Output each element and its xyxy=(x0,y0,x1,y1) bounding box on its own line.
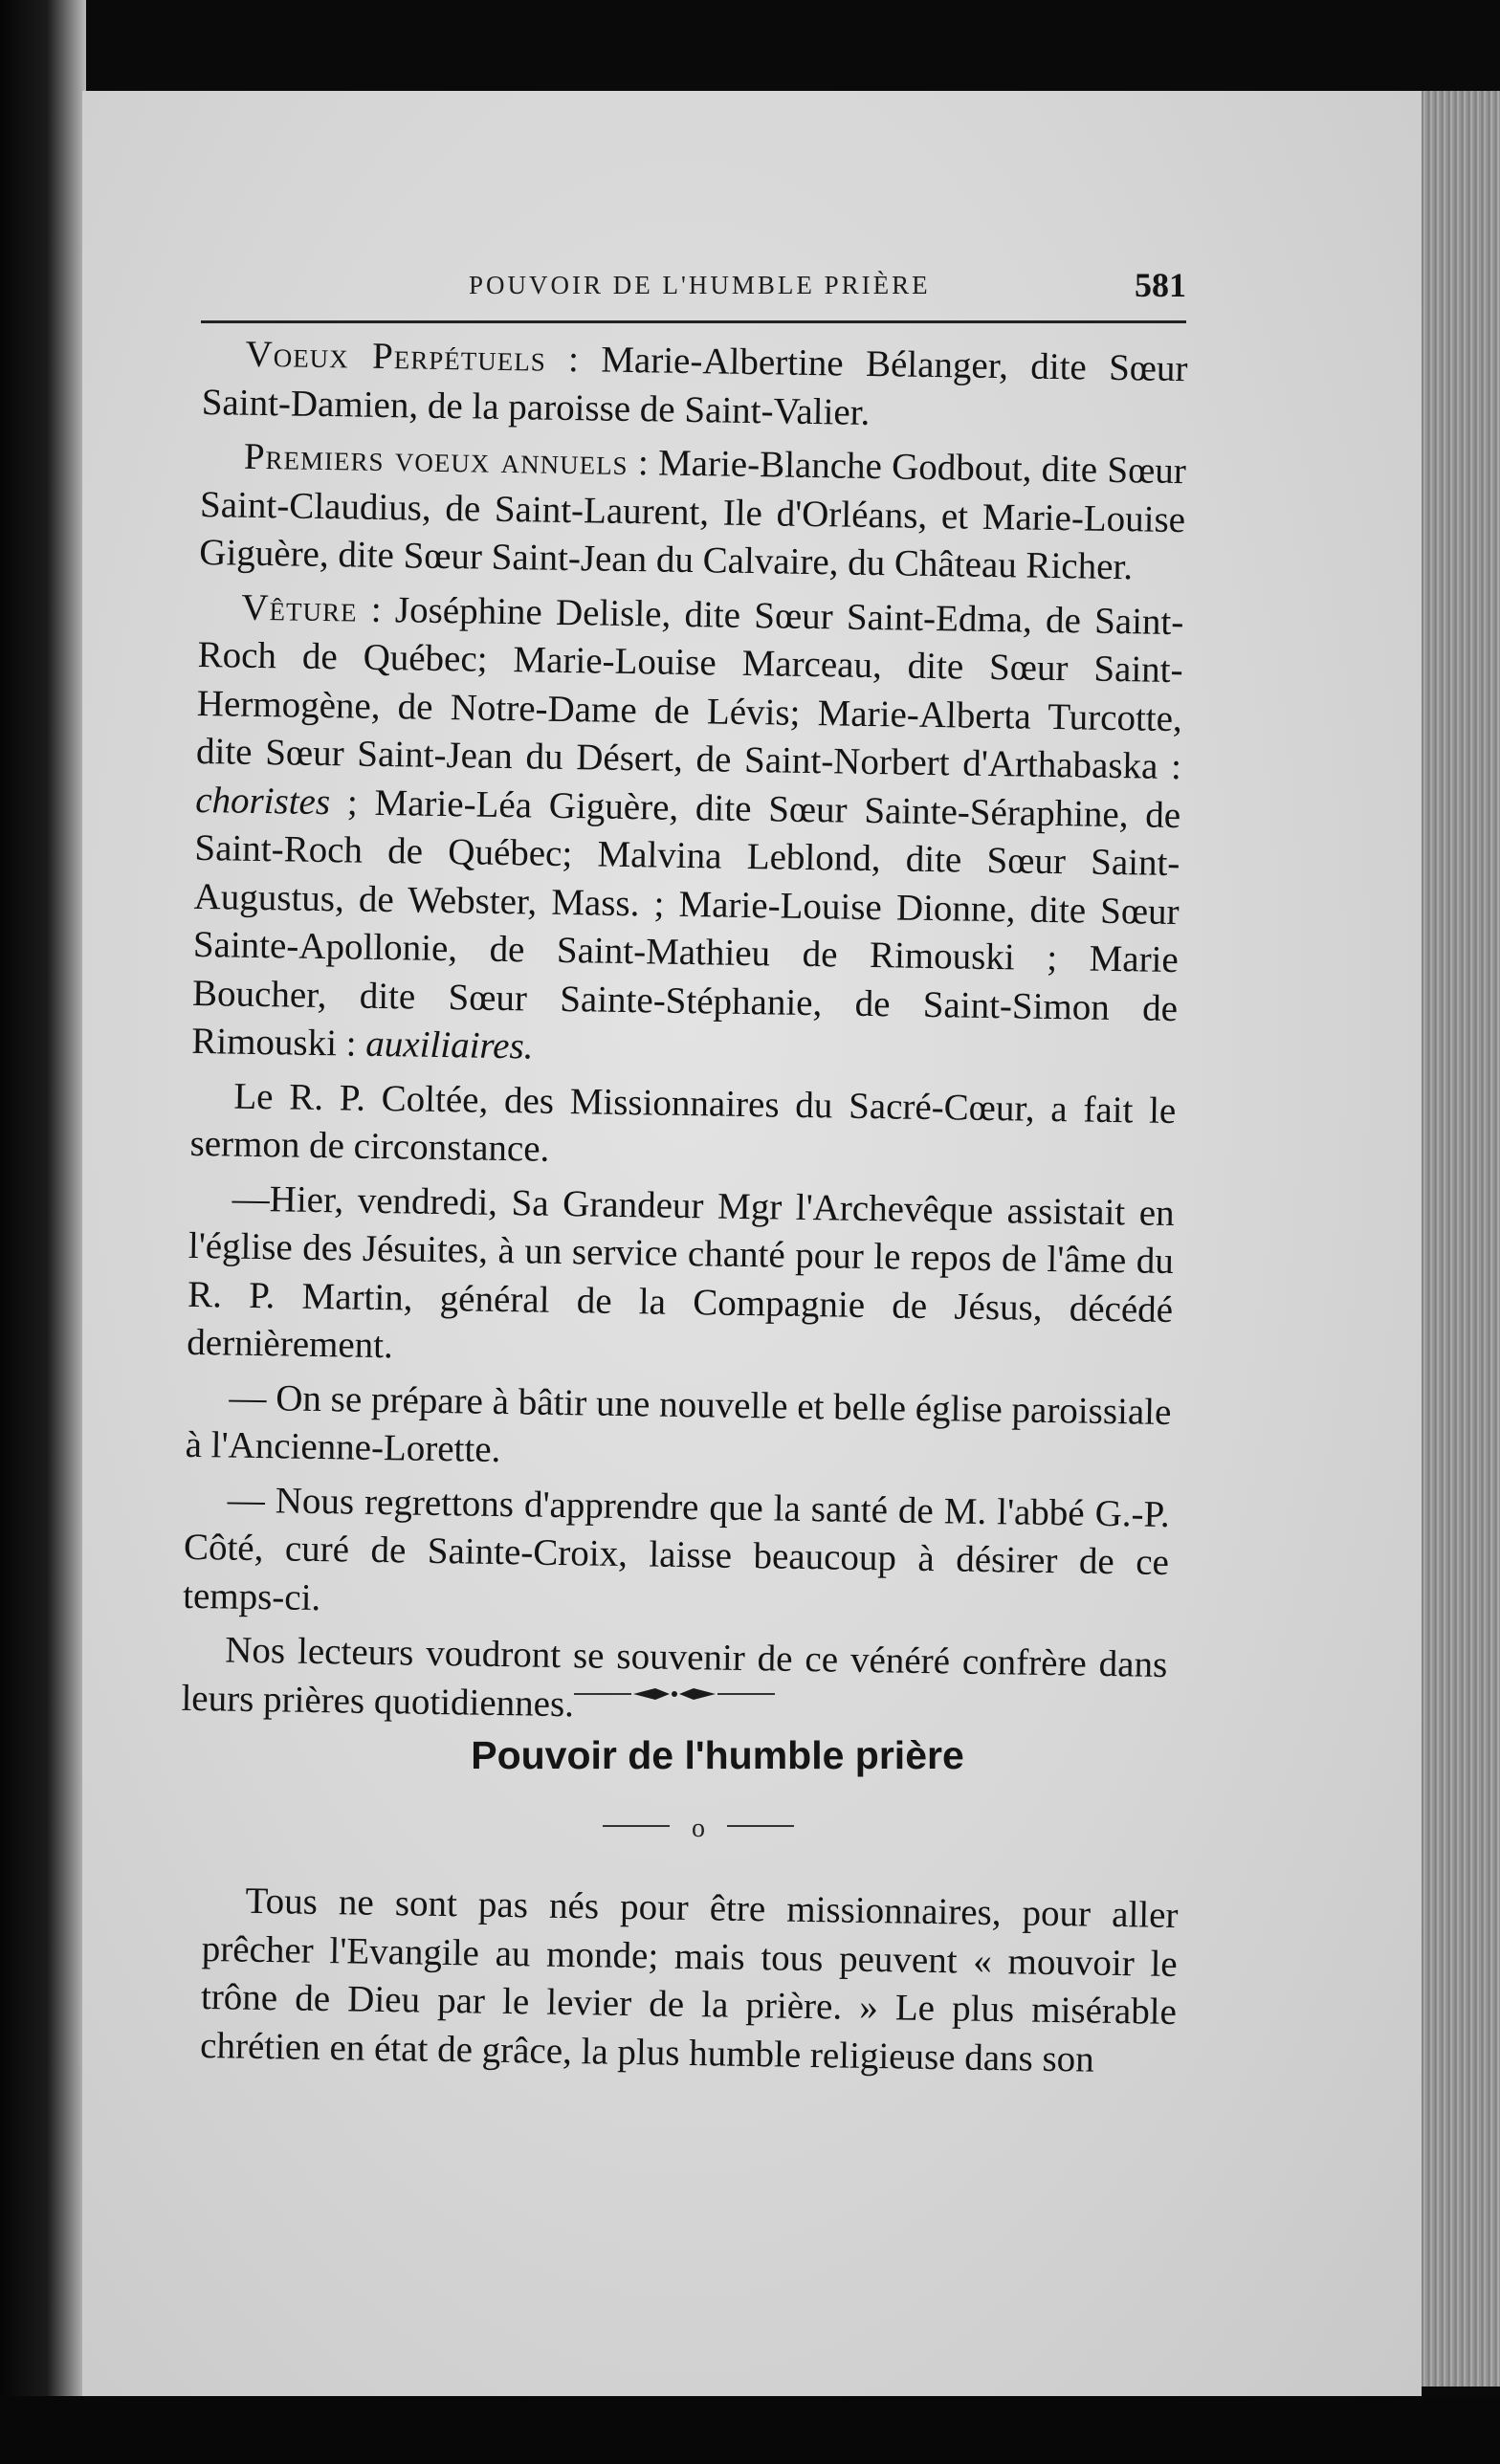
section-intro xyxy=(200,1877,1179,2085)
paragraph-service: —Hier, vendredi, Sa Grandeur Mgr l'Archevêque assistait en l'église des Jésuites, à un service chanté pour le repos de l'âme du R. P. Martin, général de la Compagnie de Jésus, décédé dernièrement. xyxy=(187,1177,1175,1367)
italic-auxiliaires: auxiliaires. xyxy=(365,1023,534,1067)
paragraph-body: : Marie-Albertine Bélanger, dite Sœur Saint-Damien, de la paroisse de Saint-Valier. xyxy=(201,338,1188,433)
paragraph-lead: Premiers voeux annuels xyxy=(243,435,629,483)
intro-paragraph: Tous ne sont pas nés pour être missionnaires, pour aller prêcher l'Evangile au monde; mais tous peuvent « mouvoir le trône de Dieu par le levier de la prière. » Le plus misérable chrétien en état de grâce, la plus humble religieuse dans son xyxy=(199,1880,1179,2080)
paragraph-lead: Vêture xyxy=(241,586,358,630)
paragraph-eglise: — On se prépare à bâtir une nouvelle et belle église paroissiale à l'Ancienne-Lorette. xyxy=(185,1376,1172,1471)
page-header xyxy=(201,263,1186,323)
paragraph-lead: Voeux Perpétuels xyxy=(245,333,547,380)
paragraph-sante: — Nous regrettons d'apprendre que la santé de M. l'abbé G.-P. Côté, curé de Sainte-Croix, laisse beaucoup à désirer de ce temps-ci. xyxy=(182,1479,1171,1618)
paragraph-body-cont: ; Marie-Léa Giguère, dite Sœur Sainte-Séraphine, de Saint-Roch de Québec; Malvina Leblond, dite Sœur Saint-Augustus, de Webster, Mass. ; Marie-Louise Dionne, dite Sœur Sainte-Apollonie, de Saint-Mathieu de Rimouski ; Marie Boucher, dite Sœur Sainte-Stéphanie, de Saint-Simon de Rimouski : xyxy=(190,781,1181,1065)
bottom-shadow xyxy=(0,2396,1500,2464)
italic-choristes: choristes xyxy=(194,779,331,823)
section-title: Pouvoir de l'humble prière xyxy=(471,1733,964,1777)
paragraph-lecteurs: Nos lecteurs voudront se souvenir de ce vénéré confrère dans leurs prières quotidiennes. xyxy=(181,1629,1168,1725)
paragraph-body: : Joséphine Delisle, dite Sœur Saint-Edma, de Saint-Roch de Québec; Marie-Louise Marceau, dite Sœur Saint-Hermogène, de Notre-Dame de Lévis; Marie-Alberta Turcotte, dite Sœur Saint-Jean du Désert, de Saint-Norbert d'Arthabaska : xyxy=(195,588,1184,788)
paragraph-voeux-perpetuels xyxy=(201,330,1187,442)
ornament-divider xyxy=(574,1680,775,1708)
running-title: POUVOIR DE L'HUMBLE PRIÈRE xyxy=(469,271,931,299)
paragraph-premiers-voeux xyxy=(199,432,1186,593)
paragraph-veture xyxy=(191,583,1184,1081)
small-divider: o xyxy=(603,1814,794,1837)
paragraph-body: : Marie-Blanche Godbout, dite Sœur Saint-Claudius, de Saint-Laurent, Ile d'Orléans, et Marie-Louise Giguère, dite Sœur Saint-Jean du Calvaire, du Château Richer. xyxy=(199,442,1187,588)
main-text xyxy=(181,330,1188,1744)
page-number: 581 xyxy=(1135,266,1186,304)
paragraph-sermon: Le R. P. Coltée, des Missionnaires du Sacré-Cœur, a fait le sermon de circonstance. xyxy=(189,1075,1177,1170)
book-gutter-shadow xyxy=(0,0,86,2464)
